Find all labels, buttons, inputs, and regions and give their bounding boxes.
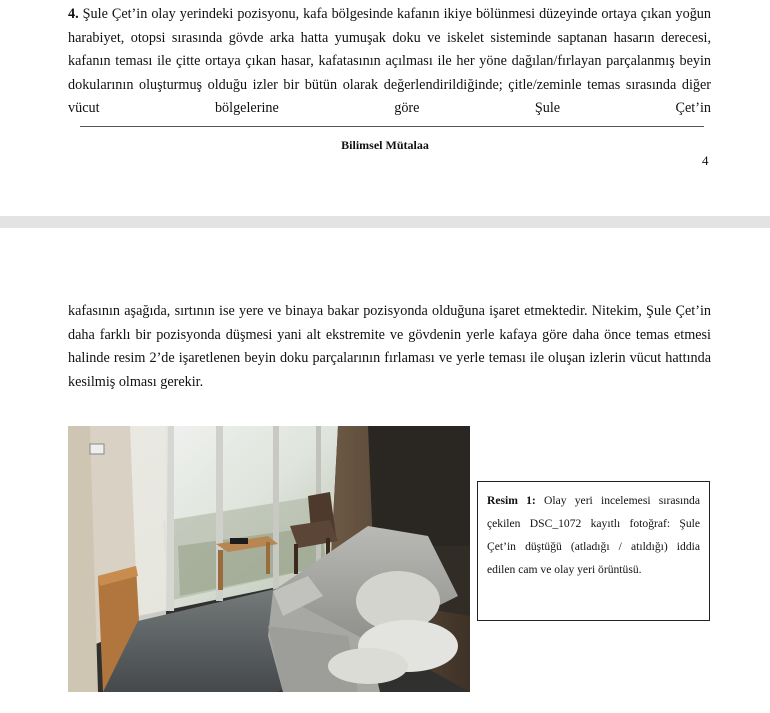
caption-label: Resim 1: xyxy=(487,494,536,507)
crime-scene-photo xyxy=(68,426,470,692)
page1-paragraph-text: Şule Çet’in olay yerindeki pozisyonu, kafa bölgesinde kafanın ikiye bölünmesi düzeyinde ortaya çıkan yoğun harabiyet, otopsi sırasında gövde arka hatta yumuşak doku ve iskelet sisteminde saptanan hasarın derecesi, kafanın teması ile çitte ortaya çıkan hasar, kafatasının açılması ile her yöne dağılan/fırlayan parçalanmış beyin dokularının oluşturmuş olduğu izler bir bütün olarak değerlendirildiğinde; çitle/zeminle temas sırasında diğer vücut bölgelerine göre Şule Çet’in xyxy=(68,6,711,116)
page1-paragraph xyxy=(68,3,711,121)
page2-paragraph: kafasının aşağıda, sırtının ise yere ve binaya bakar pozisyonda olduğuna işaret etmektedir. Nitekim, Şule Çet’in daha farklı bir pozisyonda düşmesi yani alt ekstremite ve gövdenin yerle kafaya göre daha önce temas etmesi halinde resim 2’de işaretlenen beyin doku parçalarının fırlaması ve yerle teması ile oluşan izlerin vücut hattında kesilmiş olması gerekir. xyxy=(68,303,711,390)
item-number: 4. xyxy=(68,6,79,22)
page-separator xyxy=(0,216,770,228)
footer-title: Bilimsel Mütalaa xyxy=(341,138,429,152)
caption-text: Olay yeri incelemesi sırasında çekilen DSC_1072 kayıtlı fotoğraf: Şule Çet’in düştüğü (atladığı / atıldığı) iddia edilen cam ve olay yeri örüntüsü. xyxy=(487,494,700,576)
footer-divider xyxy=(80,126,704,127)
photo-caption xyxy=(477,481,710,621)
page-number: 4 xyxy=(702,153,709,168)
